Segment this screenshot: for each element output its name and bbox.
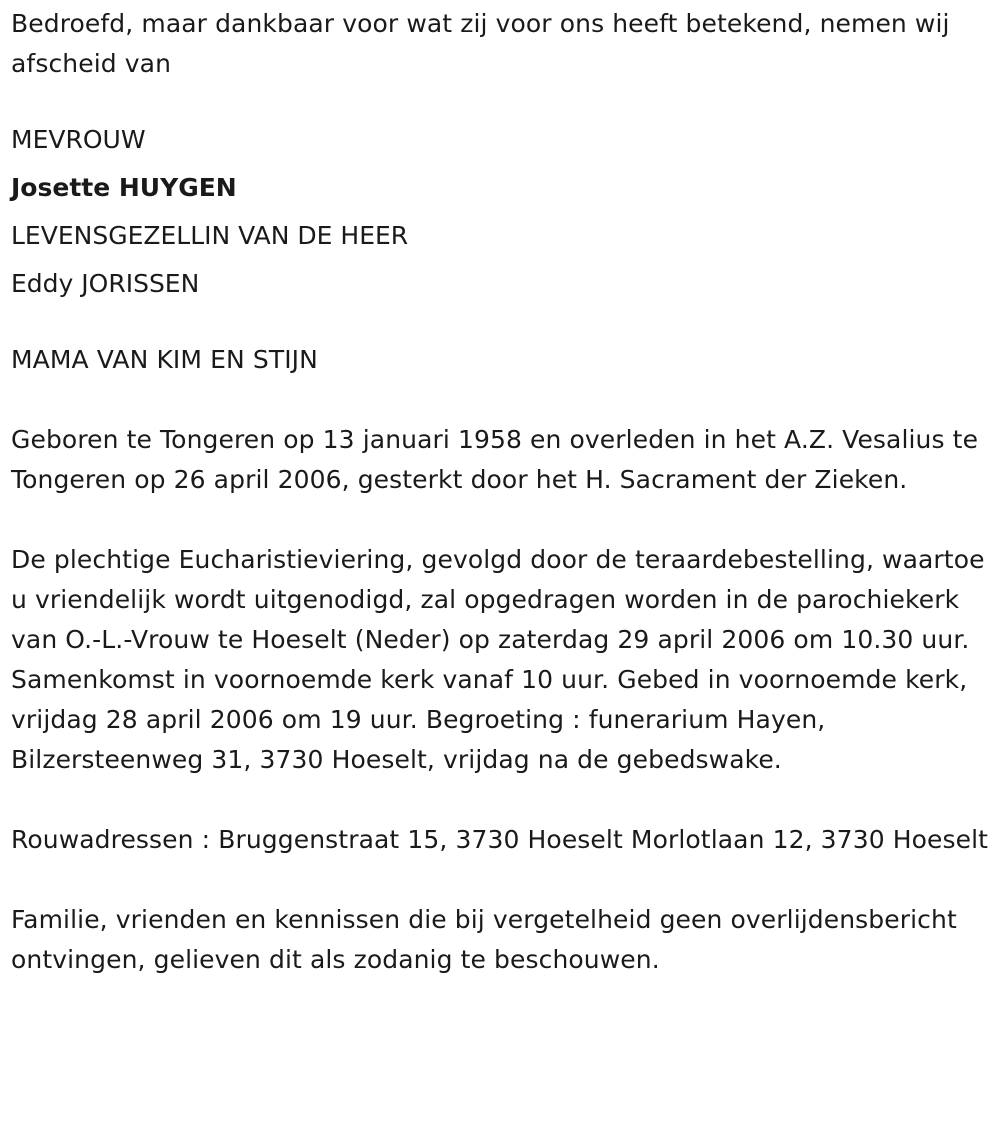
spacer bbox=[11, 860, 1000, 900]
deceased-relation: LEVENSGEZELLIN VAN DE HEER bbox=[11, 221, 409, 250]
deceased-title: MEVROUW bbox=[11, 125, 146, 154]
spacer bbox=[11, 380, 1000, 420]
spacer bbox=[11, 500, 1000, 540]
ceremony-text: De plechtige Eucharistieviering, gevolgd door de teraardebestelling, waartoe u vriendelijk wordt uitgenodigd, zal opgedragen worden in de parochiekerk van O.-L.-Vrouw te Hoeselt (Neder) op zaterdag 29 april 2006 om 10.30 uur. Samenkomst in voornoemde kerk vanaf 10 uur. Gebed in voornoemde kerk, vrijdag 28 april 2006 om 19 uur. Begroeting : funerarium Hayen, Bilzersteenweg 31, 3730 Hoeselt, vrijdag na de gebedswake. bbox=[11, 545, 985, 774]
partner-name: Eddy JORISSEN bbox=[11, 269, 200, 298]
deceased-name: Josette HUYGEN bbox=[11, 173, 237, 202]
addresses-text: Rouwadressen : Bruggenstraat 15, 3730 Hoeselt Morlotlaan 12, 3730 Hoeselt bbox=[11, 825, 989, 854]
intro-text: Bedroefd, maar dankbaar voor wat zij voor ons heeft betekend, nemen wij afscheid van bbox=[11, 9, 950, 78]
spacer bbox=[11, 780, 1000, 820]
spacer bbox=[11, 308, 1000, 340]
deceased-block bbox=[11, 116, 1000, 308]
mother-of-text: MAMA VAN KIM EN STIJN bbox=[11, 345, 318, 374]
closing-text: Familie, vrienden en kennissen die bij vergetelheid geen overlijdensbericht ontvingen, gelieven dit als zodanig te beschouwen. bbox=[11, 905, 957, 974]
birth-death-text: Geboren te Tongeren op 13 januari 1958 en overleden in het A.Z. Vesalius te Tongeren op 26 april 2006, gesterkt door het H. Sacrament der Zieken. bbox=[11, 425, 979, 494]
